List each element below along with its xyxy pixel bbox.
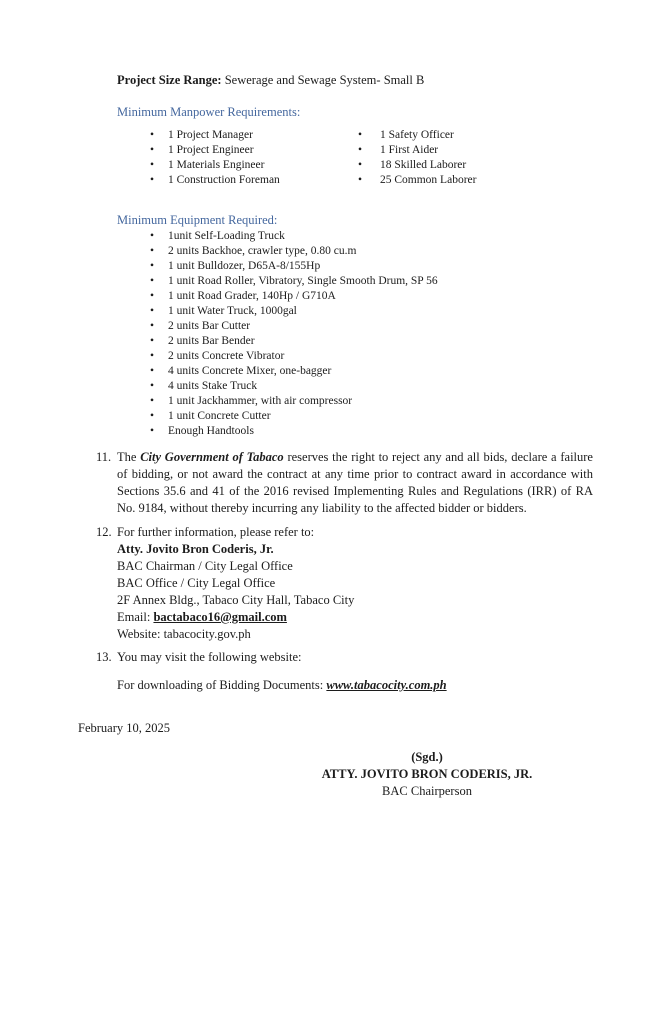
- contact-website-line: [117, 626, 593, 643]
- item-13-intro: You may visit the following website:: [117, 650, 302, 664]
- item-number: 12.: [96, 525, 112, 539]
- list-item: • 4 units Stake Truck: [117, 379, 593, 394]
- website-label: Website:: [117, 627, 164, 641]
- equipment-list: [117, 229, 593, 439]
- manpower-heading: Minimum Manpower Requirements:: [117, 105, 301, 119]
- item-13-content: [117, 649, 593, 694]
- signatory-name: ATTY. JOVITO BRON CODERIS, JR.: [321, 767, 533, 781]
- list-item: • 2 units Bar Bender: [117, 334, 593, 349]
- numbered-item-13: [96, 649, 593, 694]
- numbered-item-12: [96, 524, 593, 643]
- equipment-heading: Minimum Equipment Required:: [117, 213, 278, 227]
- item-11-paragraph: [117, 449, 593, 517]
- contact-address: 2F Annex Bldg., Tabaco City Hall, Tabaco City: [117, 593, 355, 607]
- list-item: • 1 First Aider: [358, 143, 593, 158]
- item-number: 11.: [96, 450, 112, 464]
- list-item: • 25 Common Laborer: [358, 173, 593, 188]
- list-item: • 4 units Concrete Mixer, one-bagger: [117, 364, 593, 379]
- list-item: • 1 unit Jackhammer, with air compressor: [117, 394, 593, 409]
- list-item: • Enough Handtools: [117, 424, 593, 439]
- item-number: 13.: [96, 650, 112, 664]
- list-item: • 1 unit Bulldozer, D65A-8/155Hp: [117, 259, 593, 274]
- list-item: • 1 Construction Foreman: [117, 173, 358, 188]
- website-text: tabacocity.gov.ph: [163, 627, 251, 641]
- sgd-label: (Sgd.): [411, 750, 443, 764]
- item-11-prefix: The: [117, 450, 141, 464]
- contact-position: BAC Chairman / City Legal Office: [117, 559, 293, 573]
- item-12-content: [117, 524, 593, 643]
- item-11-rest: reserves the right to reject any and all bids, declare a failure of bidding, or not award the contract at any time prior to contract award in accordance with Sections 35.6 and 41 of the 2016 revised Implementing Rules and Regulations (IRR) of RA No. 9184, without thereby incurring any liability to the affected bidder or bidders.: [117, 450, 593, 515]
- list-item: • 1 Project Engineer: [117, 143, 358, 158]
- list-item: • 1 unit Water Truck, 1000gal: [117, 304, 593, 319]
- numbered-item-11: [96, 449, 593, 517]
- project-size-value: Sewerage and Sewage System- Small B: [224, 73, 425, 87]
- list-item: • 1 unit Road Roller, Vibratory, Single Smooth Drum, SP 56: [117, 274, 593, 289]
- contact-office: BAC Office / City Legal Office: [117, 576, 276, 590]
- list-item: • 1 unit Road Grader, 140Hp / G710A: [117, 289, 593, 304]
- list-item: • 1 unit Concrete Cutter: [117, 409, 593, 424]
- download-link[interactable]: www.tabacocity.com.ph: [326, 678, 447, 692]
- emphasis-city-government: City Government of Tabaco: [140, 450, 284, 464]
- list-item: • 1 Project Manager: [117, 128, 358, 143]
- project-size-label: Project Size Range:: [117, 73, 222, 87]
- manpower-columns: [117, 128, 593, 188]
- item-12-intro: For further information, please refer to:: [117, 525, 315, 539]
- download-label: For downloading of Bidding Documents:: [117, 678, 327, 692]
- list-item: • 2 units Concrete Vibrator: [117, 349, 593, 364]
- list-item: • 1 Safety Officer: [358, 128, 593, 143]
- list-item: • 1 Materials Engineer: [117, 158, 358, 173]
- document-date: February 10, 2025: [78, 721, 170, 735]
- email-label: Email:: [117, 610, 154, 624]
- download-line: [117, 677, 593, 694]
- signatory-title: BAC Chairperson: [382, 784, 472, 798]
- signature-block: [257, 749, 597, 800]
- contact-email-line: [117, 609, 593, 626]
- list-item: • 18 Skilled Laborer: [358, 158, 593, 173]
- list-item: • 1unit Self-Loading Truck: [117, 229, 593, 244]
- project-size-range: [117, 72, 593, 89]
- contact-name: Atty. Jovito Bron Coderis, Jr.: [117, 542, 274, 556]
- email-link[interactable]: bactabaco16@gmail.com: [153, 610, 287, 624]
- manpower-list-right: [358, 128, 593, 188]
- list-item: • 2 units Backhoe, crawler type, 0.80 cu.m: [117, 244, 593, 259]
- manpower-list-left: [117, 128, 358, 188]
- list-item: • 2 units Bar Cutter: [117, 319, 593, 334]
